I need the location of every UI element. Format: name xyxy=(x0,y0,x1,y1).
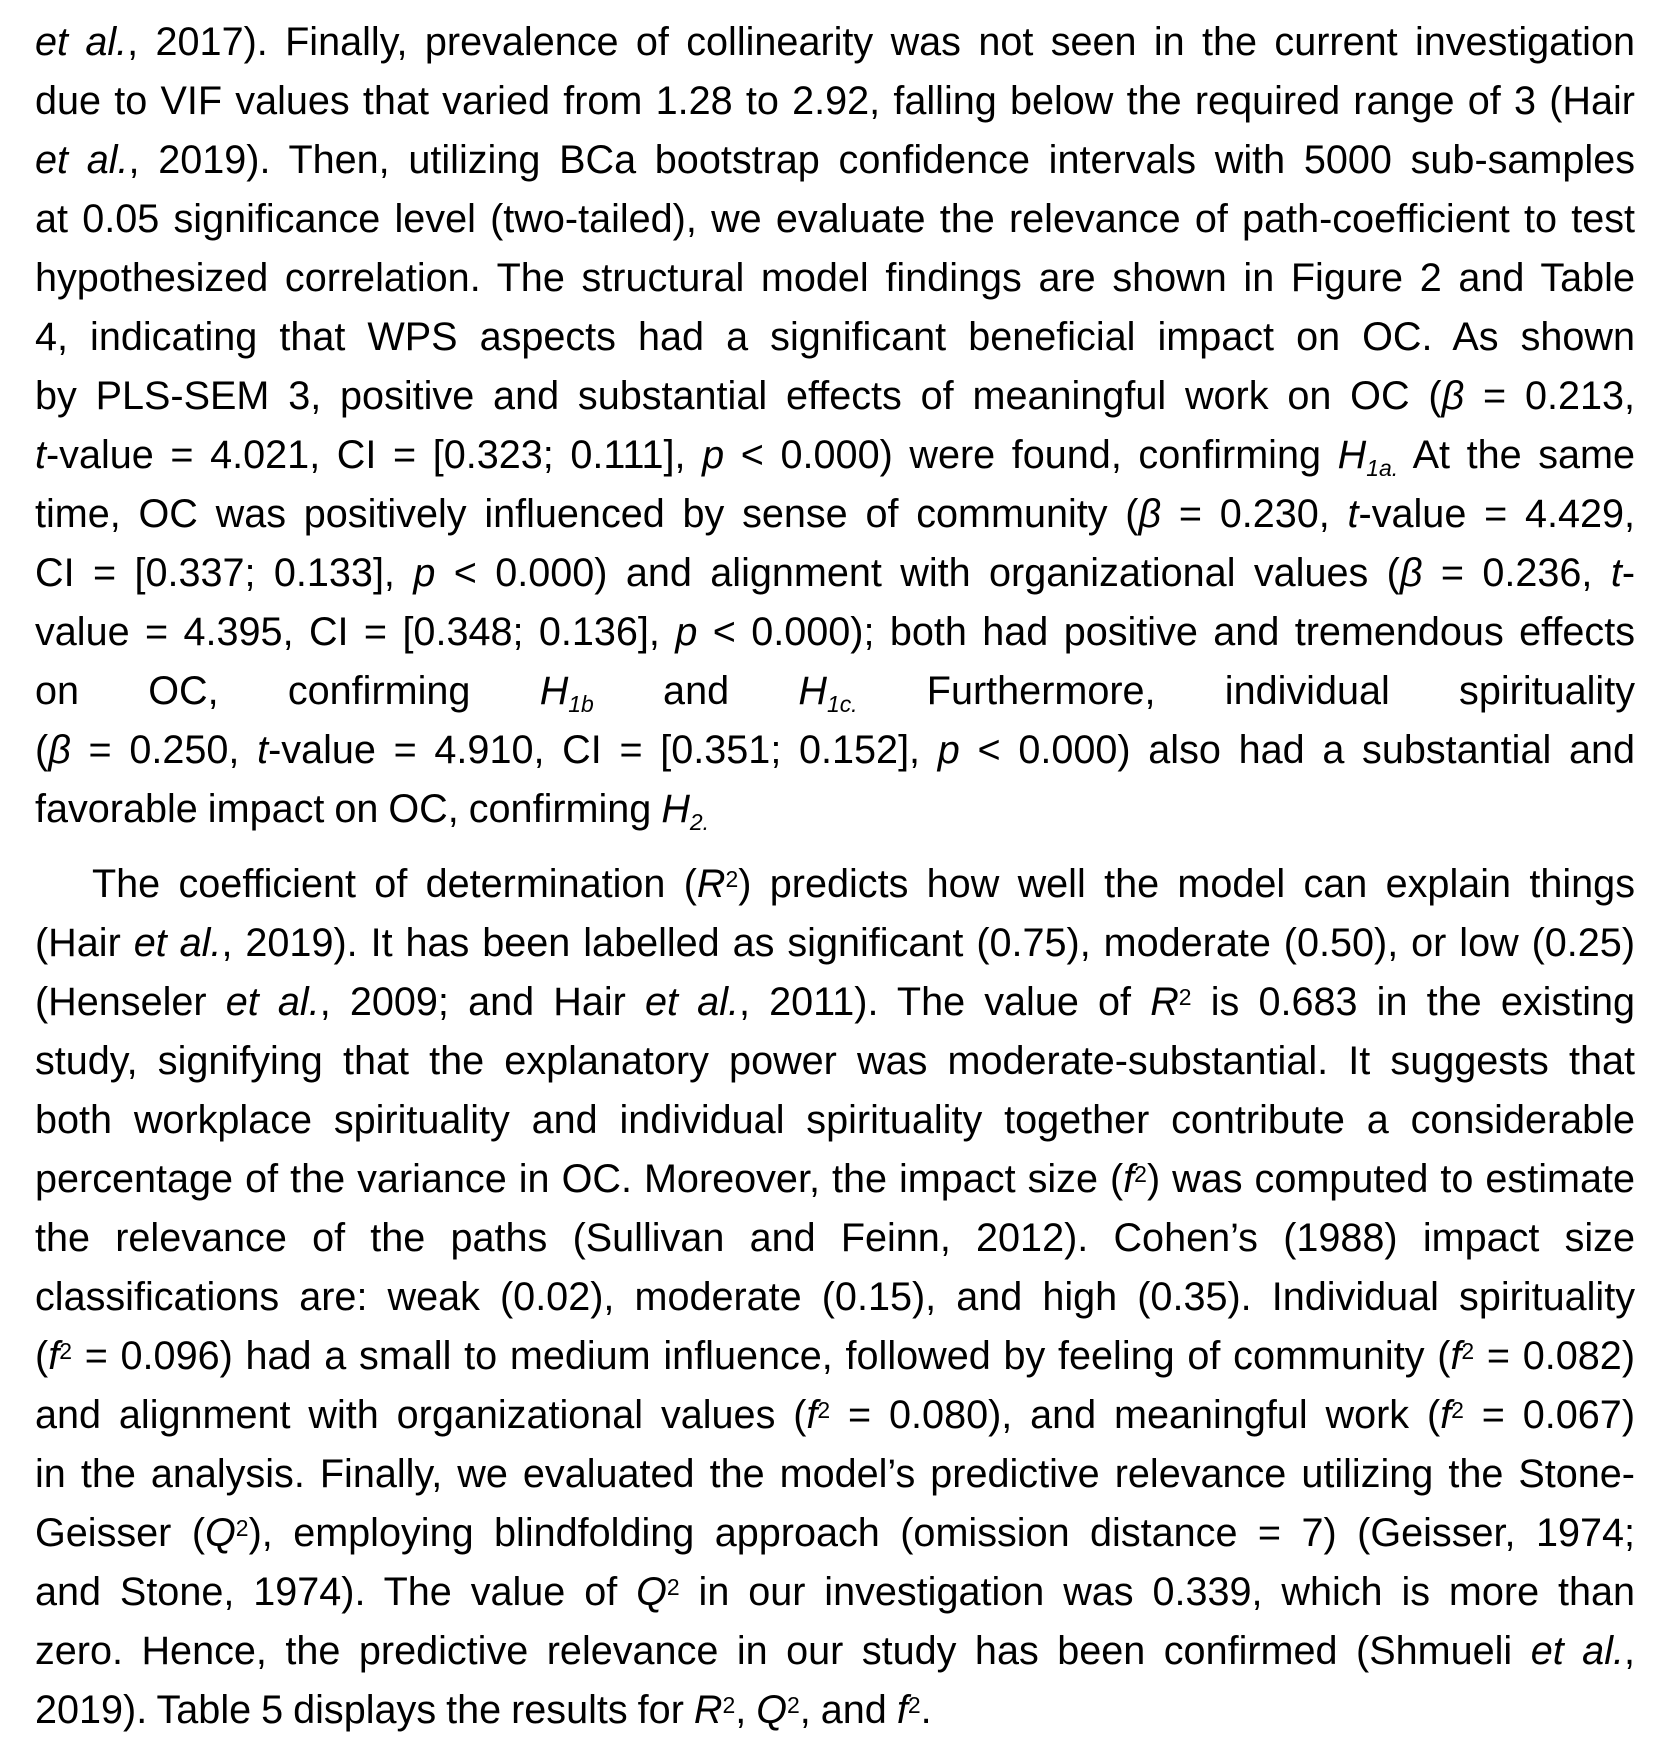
text-run: et al. xyxy=(35,20,128,64)
text-run: and xyxy=(593,669,799,713)
text-run: t xyxy=(1610,551,1622,595)
text-run: H xyxy=(798,669,827,713)
text-line xyxy=(35,1504,1635,1563)
text-run: , 2009; and Hair xyxy=(319,980,646,1024)
text-run: et al. xyxy=(1530,1629,1624,1673)
text-run: = 0.213, xyxy=(1464,374,1635,418)
text-line xyxy=(35,1091,1635,1150)
text-line xyxy=(35,855,1635,914)
text-run: 4, indicating that WPS aspects had a significant beneficial impact on OC. As shown xyxy=(35,315,1635,359)
text-run: 1a. xyxy=(1366,454,1399,481)
text-run: favorable impact on OC, confirming xyxy=(35,787,662,831)
text-run: the relevance of the paths (Sullivan and Feinn, 2012). Cohen’s (1988) impact size xyxy=(35,1216,1635,1260)
text-run: , 2017). Finally, prevalence of collinearity was not seen in the current investigation xyxy=(127,20,1635,64)
text-run: et al. xyxy=(645,980,739,1024)
text-run: p xyxy=(937,728,960,772)
text-line xyxy=(35,780,1635,839)
text-run: value = 4.395, CI = [0.348; 0.136], xyxy=(35,610,676,654)
text-run: hypothesized correlation. The structural model findings are shown in Figure 2 and Table xyxy=(35,256,1635,300)
text-run: H xyxy=(1337,433,1367,477)
text-line xyxy=(35,426,1635,485)
text-run: 2019). Table 5 displays the results for xyxy=(35,1688,694,1732)
text-run: Q xyxy=(205,1511,236,1555)
text-line xyxy=(35,1563,1635,1622)
text-run: 2 xyxy=(59,1338,72,1365)
text-run: (Henseler xyxy=(35,980,226,1024)
text-run: β xyxy=(1138,492,1162,536)
text-line xyxy=(35,1681,1635,1740)
text-run: β xyxy=(48,728,71,772)
text-run: = 0.230, xyxy=(1161,492,1348,536)
text-run: , xyxy=(1624,1629,1635,1673)
text-run: R xyxy=(1150,980,1179,1024)
text-run: 2 xyxy=(1461,1338,1475,1365)
text-run: The coefficient of determination ( xyxy=(92,862,697,906)
text-run: classifications are: weak (0.02), moderate (0.15), and high (0.35). Individual spirituality xyxy=(35,1275,1635,1319)
text-run: f xyxy=(1123,1157,1135,1201)
text-run: < 0.000) and alignment with organizational values ( xyxy=(435,551,1400,595)
text-line xyxy=(35,914,1635,973)
text-run: = 0.080), and meaningful work ( xyxy=(830,1393,1441,1437)
text-line xyxy=(35,973,1635,1032)
text-run: Q xyxy=(756,1688,788,1732)
text-run: study, signifying that the explanatory power was moderate-substantial. It suggests that xyxy=(35,1039,1635,1083)
text-run: 2 xyxy=(725,866,739,893)
text-run: ) was computed to estimate xyxy=(1146,1157,1635,1201)
text-run: t xyxy=(257,728,269,772)
text-run: 2 xyxy=(1134,1161,1147,1188)
text-line xyxy=(35,1327,1635,1386)
text-line xyxy=(35,1032,1635,1091)
text-run: (Hair xyxy=(35,921,134,965)
text-run: ) predicts how well the model can explain things xyxy=(738,862,1635,906)
text-run: β xyxy=(1441,374,1465,418)
text-run: f xyxy=(1440,1393,1452,1437)
text-run: p xyxy=(702,433,725,477)
text-run: At the same xyxy=(1398,433,1636,477)
text-run: zero. Hence, the predictive relevance in our study has been confirmed (Shmueli xyxy=(35,1629,1531,1673)
text-run: < 0.000) also had a substantial and xyxy=(959,728,1635,772)
text-line xyxy=(35,485,1635,544)
text-run: et al. xyxy=(35,138,129,182)
text-run: 2 xyxy=(722,1692,736,1719)
text-run: . xyxy=(920,1688,932,1732)
paragraph-2 xyxy=(35,855,1635,1740)
text-run: on OC, confirming xyxy=(35,669,540,713)
text-run: by PLS-SEM 3, positive and substantial effects of meaningful work on OC ( xyxy=(35,374,1442,418)
text-run: 2 xyxy=(787,1692,800,1719)
text-line xyxy=(35,544,1635,603)
text-run: CI = [0.337; 0.133], xyxy=(35,551,414,595)
text-run: R xyxy=(696,862,726,906)
text-line xyxy=(35,13,1635,72)
text-run: et al. xyxy=(225,980,320,1024)
text-run: β xyxy=(1399,551,1423,595)
text-run: is 0.683 in the existing xyxy=(1191,980,1636,1024)
text-run: 2 xyxy=(1178,984,1192,1011)
text-run: H xyxy=(539,669,569,713)
text-run: = 0.067) xyxy=(1463,1393,1636,1437)
text-run: -value = 4.021, CI = [0.323; 0.111], xyxy=(46,433,703,477)
text-run: 2 xyxy=(666,1574,680,1601)
text-run: 1c. xyxy=(826,690,858,717)
text-run: 2 xyxy=(817,1397,831,1424)
text-run: -value = 4.429, xyxy=(1358,492,1635,536)
text-line xyxy=(35,1445,1635,1504)
text-run: 2. xyxy=(689,808,710,835)
text-run: et al. xyxy=(133,921,222,965)
text-run: p xyxy=(413,551,436,595)
text-line xyxy=(35,190,1635,249)
text-line xyxy=(35,603,1635,662)
text-run: time, OC was positively influenced by sense of community ( xyxy=(35,492,1139,536)
text-run: ( xyxy=(35,728,49,772)
text-run: 2 xyxy=(1451,1397,1464,1424)
text-line xyxy=(35,1622,1635,1681)
text-run: at 0.05 significance level (two-tailed), we evaluate the relevance of path-coefficient to test xyxy=(35,197,1635,241)
text-run: = 0.082) xyxy=(1474,1334,1636,1378)
text-run: < 0.000); both had positive and tremendous effects xyxy=(697,610,1635,654)
text-run: ), employing blindfolding approach (omission distance = 7) (Geisser, 1974; xyxy=(248,1511,1635,1555)
text-run: and Stone, 1974). The value of xyxy=(35,1570,637,1614)
text-line xyxy=(35,662,1635,721)
paragraph-1 xyxy=(35,13,1635,839)
text-run: and alignment with organizational values ( xyxy=(35,1393,807,1437)
text-run: both workplace spirituality and individual spirituality together contribute a considerable xyxy=(35,1098,1635,1142)
text-run: , 2011). The value of xyxy=(739,980,1151,1024)
text-run: , 2019). It has been labelled as significant (0.75), moderate (0.50), or low (0.25) xyxy=(221,921,1635,965)
text-run: Geisser ( xyxy=(35,1511,205,1555)
text-line xyxy=(35,1209,1635,1268)
text-run: in our investigation was 0.339, which is more than xyxy=(679,1570,1635,1614)
text-run: , xyxy=(735,1688,757,1732)
text-run: f xyxy=(806,1393,818,1437)
text-line xyxy=(35,721,1635,780)
text-run: , 2019). Then, utilizing BCa bootstrap confidence intervals with 5000 sub-samples xyxy=(128,138,1635,182)
text-run: Furthermore, individual spirituality xyxy=(857,669,1635,713)
text-run: R xyxy=(693,1688,723,1732)
text-line xyxy=(35,249,1635,308)
text-run: H xyxy=(661,787,690,831)
text-line xyxy=(35,367,1635,426)
text-line xyxy=(35,1386,1635,1445)
text-run: 2 xyxy=(235,1515,249,1542)
text-run: ( xyxy=(35,1334,49,1378)
text-line xyxy=(35,1150,1635,1209)
text-run: f xyxy=(1450,1334,1462,1378)
text-run: t xyxy=(1347,492,1359,536)
text-line xyxy=(35,1268,1635,1327)
text-run: = 0.096) had a small to medium influence, followed by feeling of community ( xyxy=(71,1334,1451,1378)
text-run: 2 xyxy=(907,1692,921,1719)
text-run: -value = 4.910, CI = [0.351; 0.152], xyxy=(268,728,938,772)
text-run: 1b xyxy=(568,690,594,717)
text-run: , and xyxy=(799,1688,897,1732)
text-line xyxy=(35,131,1635,190)
text-run: - xyxy=(1621,551,1635,595)
text-run: t xyxy=(35,433,46,477)
text-run: = 0.236, xyxy=(1422,551,1611,595)
text-run: Q xyxy=(636,1570,667,1614)
text-line xyxy=(35,72,1635,131)
text-run: in the analysis. Finally, we evaluated the model’s predictive relevance utilizing the Stone- xyxy=(35,1452,1635,1496)
text-run: percentage of the variance in OC. Moreover, the impact size ( xyxy=(35,1157,1124,1201)
text-run: = 0.250, xyxy=(70,728,258,772)
text-run: p xyxy=(675,610,698,654)
text-line xyxy=(35,308,1635,367)
text-run: due to VIF values that varied from 1.28 to 2.92, falling below the required range of 3 (Hair xyxy=(35,79,1635,123)
text-run: f xyxy=(48,1334,60,1378)
text-run: f xyxy=(896,1688,908,1732)
text-run: < 0.000) were found, confirming xyxy=(724,433,1338,477)
